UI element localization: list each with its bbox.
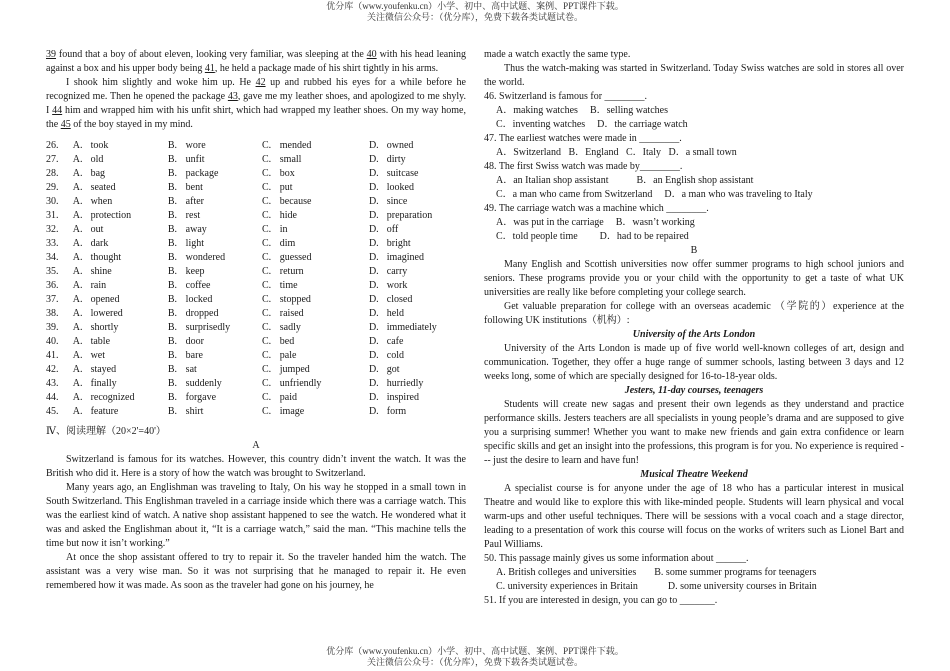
option-a: A．making watches (496, 105, 578, 116)
letter: D. (368, 336, 379, 347)
footer-line-2: 关注微信公众号：（优分库），免费下载各类试题试卷。 (366, 657, 583, 667)
option-b: coffee (185, 280, 211, 291)
letter: B. (167, 196, 178, 207)
option-a: protection (90, 210, 132, 221)
letter: C. (261, 210, 272, 221)
option-a: dark (90, 238, 109, 249)
blank-44: 44 (52, 105, 63, 116)
option-b: sat (185, 364, 197, 375)
right-column (484, 48, 904, 608)
letter: C. (261, 406, 272, 417)
option-row (46, 139, 466, 153)
letter: D. (368, 140, 379, 151)
letter: C. (261, 266, 272, 277)
passage-b-label: B (690, 245, 698, 256)
option-b: B．wasn’t working (615, 217, 695, 228)
passage-b-paragraph-4: Students will create new sagas and present their own legends as they understand and practice performance skills. Jesters teachers are all specialists in young people’s drama and are supposed to give you a surprising summer! Whether you want to make new friends and gain extra confidence or learn specific skills and get an insight into the professions, this program is for you. No experience is required --- just the desire to learn and have fun! (484, 399, 904, 466)
letter: C. (261, 336, 272, 347)
letter: A. (72, 252, 83, 263)
letter: C. (261, 168, 272, 179)
option-row (46, 307, 466, 321)
option-d: cold (386, 350, 404, 361)
letter: B. (167, 210, 178, 221)
passage-a-paragraph-3: At once the shop assistant offered to try to repair it. So the traveler handed him the watch. The assistant was a very wise man. So it was not surprising that he managed to repair it. He even remembered how it was made. As soon as the traveler had gone on his journey, he (46, 552, 466, 591)
option-b: B．an English shop assistant (636, 175, 754, 186)
question-number: 32. (46, 224, 59, 235)
option-a: took (90, 140, 109, 151)
question-number: 33. (46, 238, 59, 249)
option-row (46, 237, 466, 251)
letter: C. (261, 294, 272, 305)
option-b: after (185, 196, 204, 207)
option-a: wet (90, 350, 106, 361)
section-title: Ⅳ、阅读理解（20×2'=40'） (46, 426, 166, 437)
passage-a-paragraph-1: Switzerland is famous for its watches. However, this country didn’t invent the watch. It was the British who did it. Here is a story of how the watch was brought to Switzerland. (46, 454, 466, 479)
option-c: C．told people time (496, 231, 578, 242)
letter: C. (261, 252, 272, 263)
option-d: D. some university courses in Britain (667, 581, 817, 592)
letter: D. (368, 350, 379, 361)
option-d: immediately (386, 322, 437, 333)
option-a: out (90, 224, 104, 235)
letter: D. (368, 406, 379, 417)
letter: B. (167, 168, 178, 179)
option-row (46, 363, 466, 377)
question-stem: 51. If you are interested in design, you can go to _______. (484, 595, 718, 606)
question-number: 26. (46, 140, 59, 151)
option-d: dirty (386, 154, 406, 165)
option-row (46, 195, 466, 209)
letter: A. (72, 378, 83, 389)
heading-arts-london: University of the Arts London (632, 329, 756, 340)
option-a: recognized (90, 392, 135, 403)
passage-a-paragraph-4: Thus the watch-making was started in Switzerland. Today Swiss watches are sold in stores all over the world. (484, 63, 904, 88)
letter: D. (368, 182, 379, 193)
heading-jesters: Jesters, 11-day courses, teenagers (624, 385, 764, 396)
blank-41: 41 (204, 63, 215, 74)
letter: D. (368, 364, 379, 375)
header-line-1: 优分库（www.youfenku.cn）小学、初中、高中试题、案例、PPT课件下载。 (326, 1, 624, 11)
option-c: jumped (279, 364, 310, 375)
option-b: wondered (185, 252, 226, 263)
option-b: rest (185, 210, 201, 221)
option-b: wore (185, 140, 206, 151)
question-number: 31. (46, 210, 59, 221)
letter: A. (72, 140, 83, 151)
letter: C. (261, 238, 272, 249)
letter: B. (167, 154, 178, 165)
letter: D. (368, 196, 379, 207)
option-row (46, 335, 466, 349)
option-d: D．a man who was traveling to Italy (664, 189, 813, 200)
footer-line-1: 优分库（www.youfenku.cn）小学、初中、高中试题、案例、PPT课件下载。 (326, 646, 624, 656)
option-row (46, 321, 466, 335)
passage-b-paragraph-3: University of the Arts London is made up of five world well-known colleges of art, design and communication. Together, they offer a huge range of summer schools, lasting between 3 days and 12 weeks long, some of which are specially designed for 16-to-18-year olds. (484, 343, 904, 382)
cloze-paragraph-2: I shook him slightly and woke him up. He 42 up and rubbed his eyes for a while before he recognized me. Then he opened the package 43, gave me my leather shoes, and apologized to me shyly. I 44 him and wrapped him with his unfit shirt, which had wrapped my leather shoes. On my way home, the 45 of the boy stayed in my mind. (46, 77, 467, 130)
option-b: B. some summer programs for teenagers (654, 567, 817, 578)
option-c: bed (279, 336, 295, 347)
blank-39: 39 (46, 49, 56, 60)
option-d: form (386, 406, 407, 417)
letter: C. (261, 378, 272, 389)
option-b: surprisedly (185, 322, 231, 333)
option-row (46, 153, 466, 167)
option-d: since (386, 196, 408, 207)
heading-musical-theatre: Musical Theatre Weekend (640, 469, 748, 480)
option-d: looked (386, 182, 414, 193)
option-d: bright (386, 238, 411, 249)
option-b: B．selling watches (589, 105, 668, 116)
question-51 (484, 594, 904, 608)
option-a: stayed (90, 364, 117, 375)
passage-a-paragraph-2: Many years ago, an Englishman was traveling to Italy, On his way he stopped in a small town in South Switzerland. This Englishman traveled in a carriage inside which there was a carriage watch. This was the earliest kind of watch. A native shop assistant happened to see the watch. He wondered what it was and asked the Englishman about it, “It is a carriage watch,” said the man. “This machine tells the time but now it isn’t working.” (46, 482, 466, 549)
option-d: D．the carriage watch (597, 119, 688, 130)
option-a: shortly (90, 322, 119, 333)
option-c: C. university experiences in Britain (496, 581, 638, 592)
option-row (46, 265, 466, 279)
question-number: 35. (46, 266, 59, 277)
option-row (46, 405, 466, 419)
letter: D. (368, 224, 379, 235)
question-number: 34. (46, 252, 59, 263)
letter: B. (167, 406, 178, 417)
letter: D. (368, 154, 379, 165)
option-d: suitcase (386, 168, 419, 179)
letter: A. (72, 336, 83, 347)
option-a: A．an Italian shop assistant (496, 175, 609, 186)
question-49 (484, 202, 904, 244)
option-b: suddenly (185, 378, 222, 389)
option-c: return (279, 266, 304, 277)
question-number: 40. (46, 336, 59, 347)
option-a: old (90, 154, 104, 165)
letter: A. (72, 280, 83, 291)
question-number: 36. (46, 280, 59, 291)
letter: B. (167, 280, 178, 291)
option-row (46, 349, 466, 363)
option-c: box (279, 168, 295, 179)
question-46 (484, 90, 904, 132)
option-d: owned (386, 140, 414, 151)
letter: B. (167, 322, 178, 333)
letter: D. (368, 252, 379, 263)
option-d: off (386, 224, 399, 235)
option-b: bare (185, 350, 203, 361)
letter: C. (261, 350, 272, 361)
option-c: put (279, 182, 293, 193)
letter: C. (261, 322, 272, 333)
option-c: raised (279, 308, 304, 319)
letter: A. (72, 322, 83, 333)
question-number: 38. (46, 308, 59, 319)
letter: B. (167, 378, 178, 389)
option-a: thought (90, 252, 122, 263)
letter: C. (261, 154, 272, 165)
option-c: mended (279, 140, 312, 151)
option-a: shine (90, 266, 112, 277)
option-d: hurriedly (386, 378, 424, 389)
blank-45: 45 (60, 119, 71, 130)
letter: D. (368, 308, 379, 319)
letter: D. (368, 294, 379, 305)
option-d: held (386, 308, 404, 319)
option-c: time (279, 280, 298, 291)
option-c: paid (279, 392, 297, 403)
blank-40: 40 (366, 49, 377, 60)
option-a: lowered (90, 308, 123, 319)
letter: C. (261, 392, 272, 403)
option-c: in (279, 224, 288, 235)
question-number: 39. (46, 322, 59, 333)
question-number: 37. (46, 294, 59, 305)
question-stem: 48. The first Swiss watch was made by________. (484, 161, 683, 172)
question-stem: 46. Switzerland is famous for ________. (484, 91, 648, 102)
letter: A. (72, 364, 83, 375)
option-b: forgave (185, 392, 217, 403)
letter: C. (261, 224, 272, 235)
option-c: small (279, 154, 302, 165)
option-a: rain (90, 280, 107, 291)
option-c: C．a man who came from Switzerland (496, 189, 653, 200)
question-stem: 49. The carriage watch was a machine which ________. (484, 203, 709, 214)
option-d: closed (386, 294, 413, 305)
page-header (0, 1, 950, 23)
option-c: unfriendly (279, 378, 322, 389)
cloze-options-table (46, 139, 466, 419)
letter: D. (368, 210, 379, 221)
letter: A. (72, 350, 83, 361)
option-c: image (279, 406, 305, 417)
option-a: opened (90, 294, 120, 305)
letter: B. (167, 364, 178, 375)
letter: C. (261, 308, 272, 319)
option-d: imagined (386, 252, 424, 263)
option-a: feature (90, 406, 119, 417)
option-d: cafe (386, 336, 404, 347)
option-b: dropped (185, 308, 219, 319)
option-row (46, 293, 466, 307)
option-b: shirt (185, 406, 204, 417)
letter: A. (72, 392, 83, 403)
option-row (46, 279, 466, 293)
passage-b-paragraph-2: Get valuable preparation for college with an overseas academic （学院的）experience at the following UK institutions（机构）: (484, 301, 904, 326)
option-row (46, 377, 466, 391)
option-c: stopped (279, 294, 311, 305)
option-c: guessed (279, 252, 312, 263)
question-stem: 50. This passage mainly gives us some information about ______. (484, 553, 749, 564)
option-a: seated (90, 182, 116, 193)
question-number: 28. (46, 168, 59, 179)
passage-b-paragraph-5: A specialist course is for anyone under the age of 18 who has a particular interest in musical Theatre and would like to explore this with like-minded people. Students will learn physical and vocal warm-ups and other useful techniques. There will be sessions with a vocal coach and a stage director, leading to a presentation of work this course will focus on the works of writers such as Lionel Bart and Paul Williams. (484, 483, 904, 550)
letter: C. (261, 364, 272, 375)
letter: D. (368, 266, 379, 277)
question-number: 42. (46, 364, 59, 375)
letter: C. (261, 182, 272, 193)
option-row (46, 167, 466, 181)
letter: A. (72, 266, 83, 277)
question-50 (484, 552, 904, 594)
option-d: preparation (386, 210, 433, 221)
letter: A. (72, 406, 83, 417)
letter: D. (368, 322, 379, 333)
question-number: 44. (46, 392, 59, 403)
left-column (46, 48, 466, 593)
letter: D. (368, 238, 379, 249)
blank-42: 42 (255, 77, 266, 88)
question-number: 43. (46, 378, 59, 389)
cloze-paragraph-1: 39 found that a boy of about eleven, looking very familiar, was sleeping at the 40 with his head leaning against a box and his upper body being 41, he held a package made of his shirt tightly in his arms. (46, 49, 466, 74)
letter: A. (72, 294, 83, 305)
option-row (46, 223, 466, 237)
letter: A. (72, 238, 83, 249)
option-d: carry (386, 266, 408, 277)
letter: D. (368, 168, 379, 179)
blank-43: 43 (227, 91, 238, 102)
letter: B. (167, 294, 178, 305)
letter: D. (368, 378, 379, 389)
question-number: 45. (46, 406, 59, 417)
option-c: sadly (279, 322, 301, 333)
header-line-2: 关注微信公众号：（优分库），免费下载各类试题试卷。 (366, 12, 583, 22)
option-c: because (279, 196, 312, 207)
option-row (46, 181, 466, 195)
letter: A. (72, 210, 83, 221)
question-47 (484, 132, 904, 160)
letter: A. (72, 168, 83, 179)
option-c: pale (279, 350, 297, 361)
option-b: locked (185, 294, 213, 305)
letter: D. (368, 280, 379, 291)
letter: C. (261, 196, 272, 207)
option-d: inspired (386, 392, 419, 403)
letter: B. (167, 140, 178, 151)
letter: A. (72, 182, 83, 193)
option-a: bag (90, 168, 106, 179)
letter: A. (72, 224, 83, 235)
letter: C. (261, 140, 272, 151)
option-a: A. British colleges and universities (496, 567, 637, 578)
letter: B. (167, 308, 178, 319)
letter: C. (261, 280, 272, 291)
passage-b-paragraph-1: Many English and Scottish universities now offer summer programs to high school juniors and seniors. These programs provide you or your child with the opportunity to get a taste of what UK universities are really like before completing your college search. (484, 259, 904, 298)
letter: B. (167, 224, 178, 235)
letter: B. (167, 238, 178, 249)
option-b: door (185, 336, 205, 347)
option-b: light (185, 238, 205, 249)
option-a: finally (90, 378, 117, 389)
option-b: bent (185, 182, 203, 193)
letter: A. (72, 154, 83, 165)
letter: B. (167, 350, 178, 361)
option-c: C．inventing watches (496, 119, 586, 130)
option-c: dim (279, 238, 296, 249)
letter: B. (167, 266, 178, 277)
letter: B. (167, 182, 178, 193)
letter: D. (368, 392, 379, 403)
question-number: 29. (46, 182, 59, 193)
question-number: 30. (46, 196, 59, 207)
option-row (46, 391, 466, 405)
letter: A. (72, 308, 83, 319)
letter: A. (72, 196, 83, 207)
passage-a-continued: made a watch exactly the same type. (484, 49, 631, 60)
question-number: 27. (46, 154, 59, 165)
option-a: when (90, 196, 113, 207)
option-row (46, 209, 466, 223)
option-c: hide (279, 210, 297, 221)
option-d: D．had to be repaired (599, 231, 689, 242)
option-a: A．was put in the carriage (496, 217, 604, 228)
letter: B. (167, 336, 178, 347)
option-b: away (185, 224, 207, 235)
question-number: 41. (46, 350, 59, 361)
letter: B. (167, 392, 178, 403)
option-d: work (386, 280, 408, 291)
question-options: A．Switzerland B．England C．Italy D．a small town (496, 147, 737, 158)
option-a: table (90, 336, 111, 347)
question-stem: 47. The earliest watches were made in ________. (484, 133, 682, 144)
option-row (46, 251, 466, 265)
option-b: keep (185, 266, 205, 277)
passage-a-label: A (252, 440, 260, 451)
option-b: package (185, 168, 219, 179)
option-d: got (386, 364, 400, 375)
page-footer (0, 646, 950, 668)
option-b: unfit (185, 154, 205, 165)
letter: B. (167, 252, 178, 263)
question-48 (484, 160, 904, 202)
